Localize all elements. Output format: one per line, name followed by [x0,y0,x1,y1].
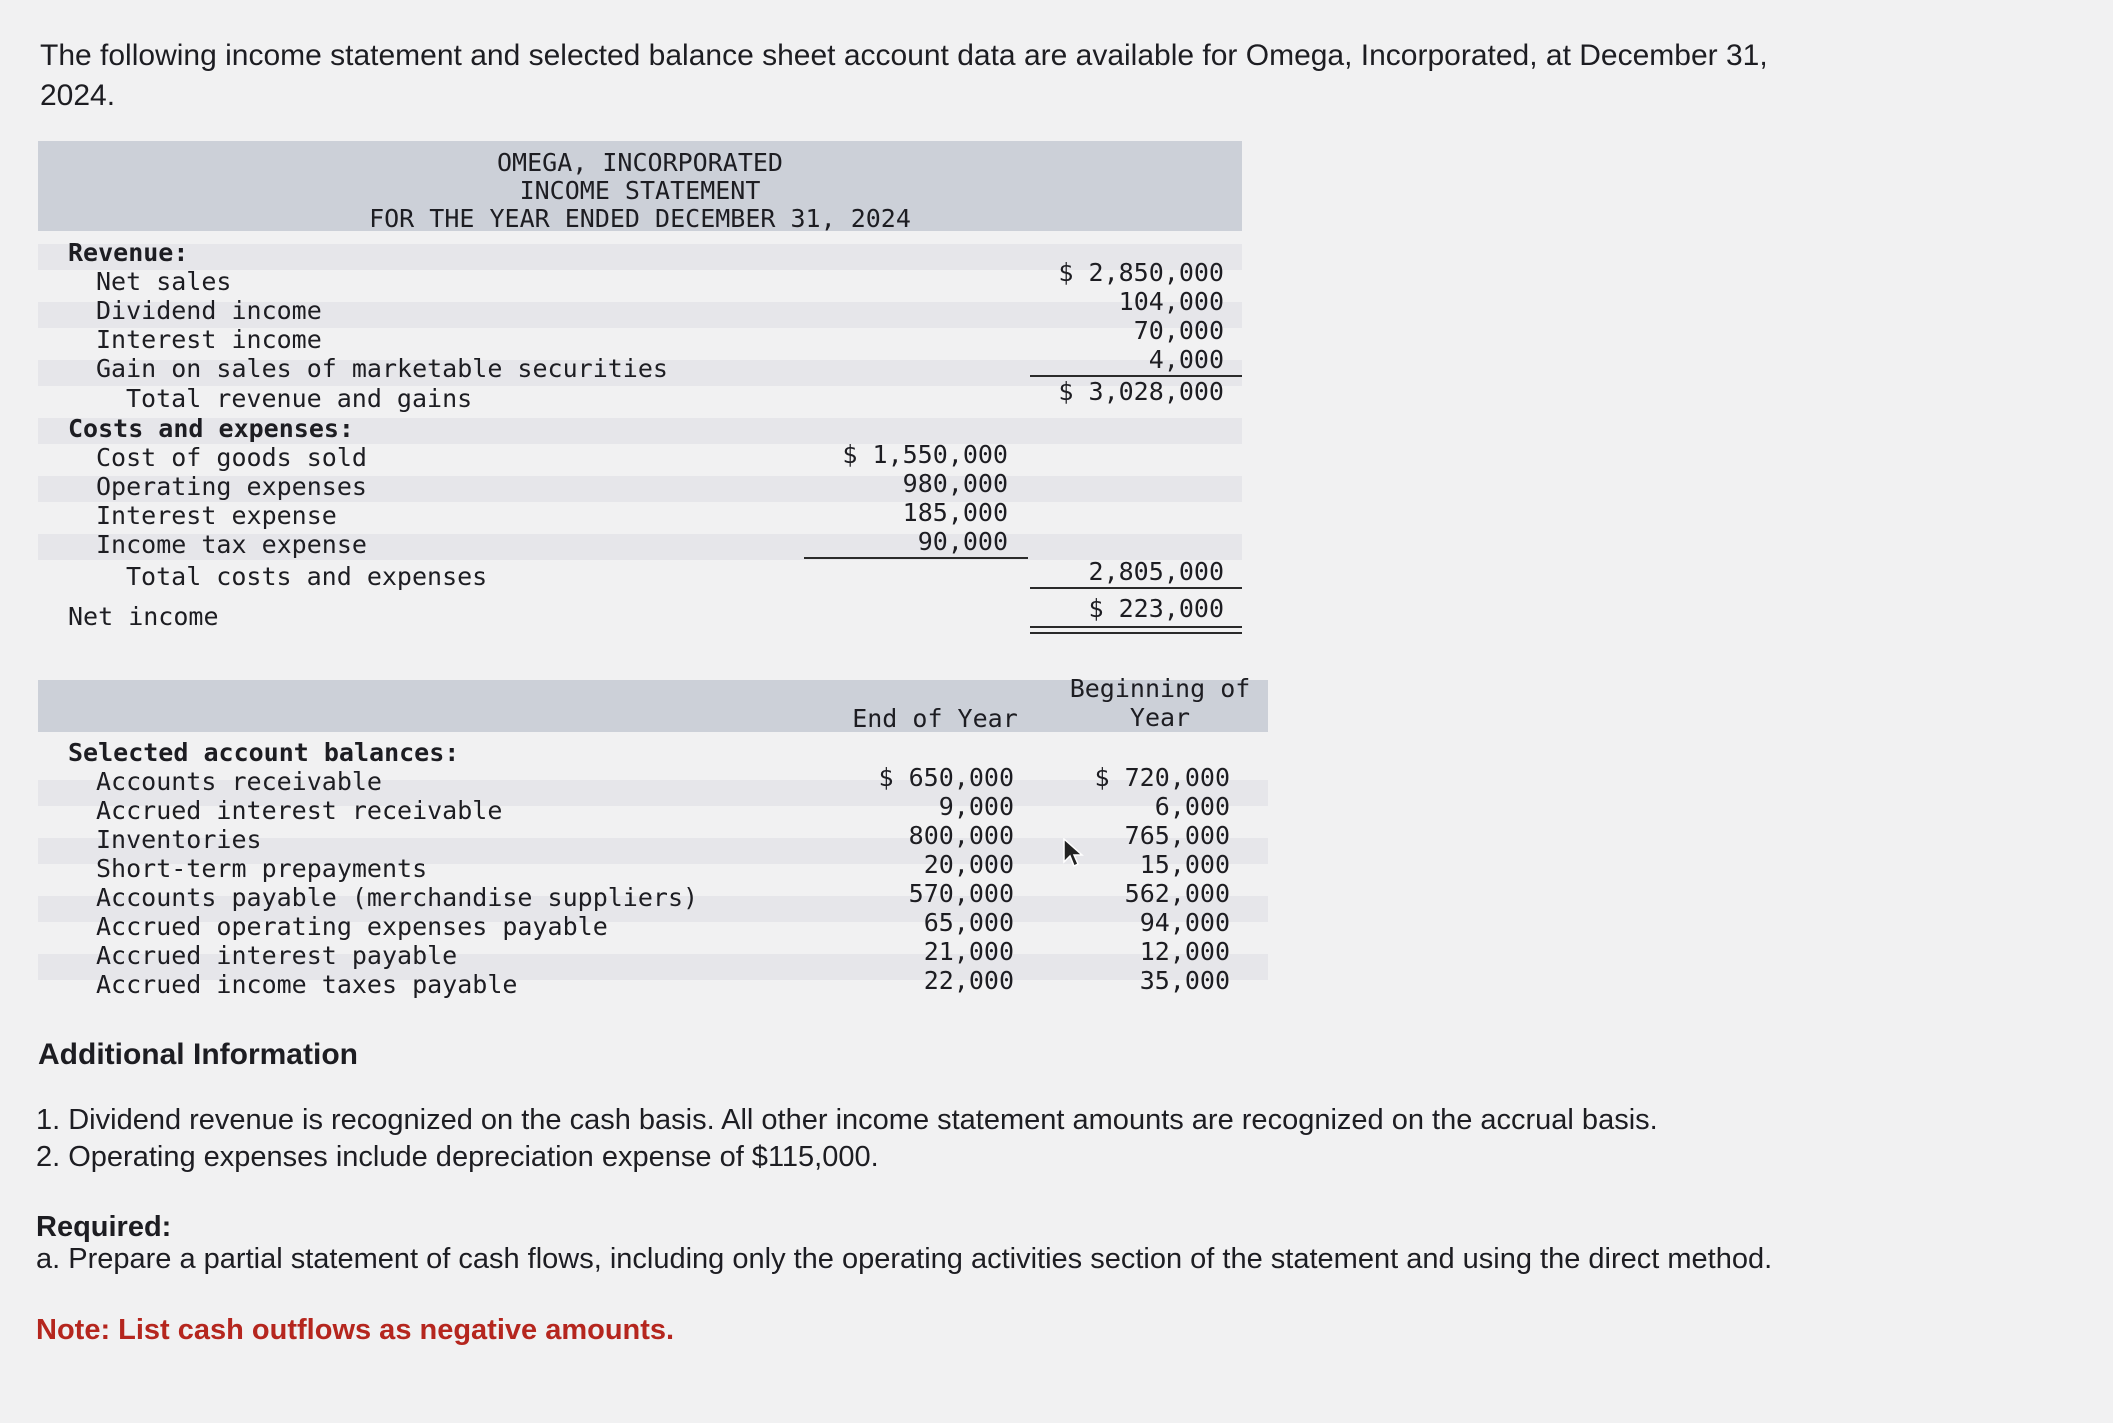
balance-end-prepayments: 20,000 [923,850,1014,879]
total-revenue-label: Total revenue and gains [126,384,473,413]
revenue-label-dividend: Dividend income [96,296,322,325]
required-note: Note: List cash outflows as negative amounts. [36,1314,675,1346]
total-revenue-amount: $ 3,028,000 [1058,377,1224,406]
revenue-label-interest: Interest income [96,325,322,354]
balance-label-accrued-interest-rec: Accrued interest receivable [96,796,503,825]
balance-end-accrued-opex: 65,000 [923,908,1014,937]
cost-label-income-tax: Income tax expense [96,530,367,559]
cost-label-interest: Interest expense [96,501,337,530]
balance-label-ar: Accounts receivable [96,767,382,796]
additional-item-1: 1. Dividend revenue is recognized on the cash basis. All other income statement amounts are recognized on the accrual basis. [36,1104,1658,1136]
revenue-header: Revenue: [68,238,189,267]
additional-item-2: 2. Operating expenses include depreciation expense of $115,000. [36,1141,879,1173]
total-costs-amount: 2,805,000 [1088,557,1224,586]
net-income-label: Net income [68,602,219,631]
col-end-of-year: End of Year [852,704,1018,733]
balance-begin-accrued-interest-rec: 6,000 [1154,792,1230,821]
cost-amount-cogs: $ 1,550,000 [842,440,1008,469]
revenue-amount-dividend: 104,000 [1118,287,1224,316]
balance-begin-ar: $ 720,000 [1094,763,1230,792]
balance-begin-inventories: 765,000 [1124,821,1230,850]
balance-begin-accrued-interest-pay: 12,000 [1139,937,1230,966]
costs-header: Costs and expenses: [68,414,354,443]
col-beginning-line1: Beginning of [1069,674,1251,703]
cost-label-cogs: Cost of goods sold [96,443,367,472]
balance-label-ap: Accounts payable (merchandise suppliers) [96,883,699,912]
col-beginning-line2: Year [1129,703,1191,732]
net-income-rule [1030,587,1242,589]
balance-end-accrued-interest-rec: 9,000 [938,792,1014,821]
cost-amount-income-tax: 90,000 [917,527,1008,556]
statement-title: INCOME STATEMENT [519,176,761,205]
additional-info-heading: Additional Information [38,1038,358,1071]
balance-begin-ap: 562,000 [1124,879,1230,908]
cost-label-operating: Operating expenses [96,472,367,501]
mouse-pointer-icon [1062,838,1084,868]
balance-label-accrued-opex: Accrued operating expenses payable [96,912,608,941]
intro-text: The following income statement and selected balance sheet account data are available for Omega, Incorporated, at December 31, 2024. [40,39,1768,112]
balances-header-label: Selected account balances: [68,738,460,767]
balance-end-inventories: 800,000 [908,821,1014,850]
revenue-amount-net-sales: $ 2,850,000 [1058,258,1224,287]
total-costs-label: Total costs and expenses [126,562,488,591]
net-income-amount: $ 223,000 [1088,594,1224,623]
balance-begin-accrued-opex: 94,000 [1139,908,1230,937]
balance-end-accrued-interest-pay: 21,000 [923,937,1014,966]
net-income-double-rule [1030,626,1242,634]
costs-subtotal-rule [804,557,1028,559]
balance-label-prepayments: Short-term prepayments [96,854,428,883]
balance-end-ap: 570,000 [908,879,1014,908]
balance-label-accrued-interest-pay: Accrued interest payable [96,941,458,970]
cost-amount-operating: 980,000 [902,469,1008,498]
company-name: OMEGA, INCORPORATED [497,148,783,177]
balance-label-inventories: Inventories [96,825,262,854]
revenue-label-net-sales: Net sales [96,267,232,296]
cost-amount-interest: 185,000 [902,498,1008,527]
revenue-amount-interest: 70,000 [1133,316,1224,345]
balance-end-accrued-taxes: 22,000 [923,966,1014,995]
balance-begin-prepayments: 15,000 [1139,850,1230,879]
required-text: a. Prepare a partial statement of cash flows, including only the operating activities section of the statement and using the direct method. [36,1243,1773,1275]
revenue-label-gain: Gain on sales of marketable securities [96,354,668,383]
balance-label-accrued-taxes: Accrued income taxes payable [96,970,518,999]
statement-period: FOR THE YEAR ENDED DECEMBER 31, 2024 [369,204,911,233]
required-heading: Required: [36,1211,172,1243]
revenue-amount-gain: 4,000 [1148,345,1224,374]
balance-end-ar: $ 650,000 [878,763,1014,792]
balance-begin-accrued-taxes: 35,000 [1139,966,1230,995]
